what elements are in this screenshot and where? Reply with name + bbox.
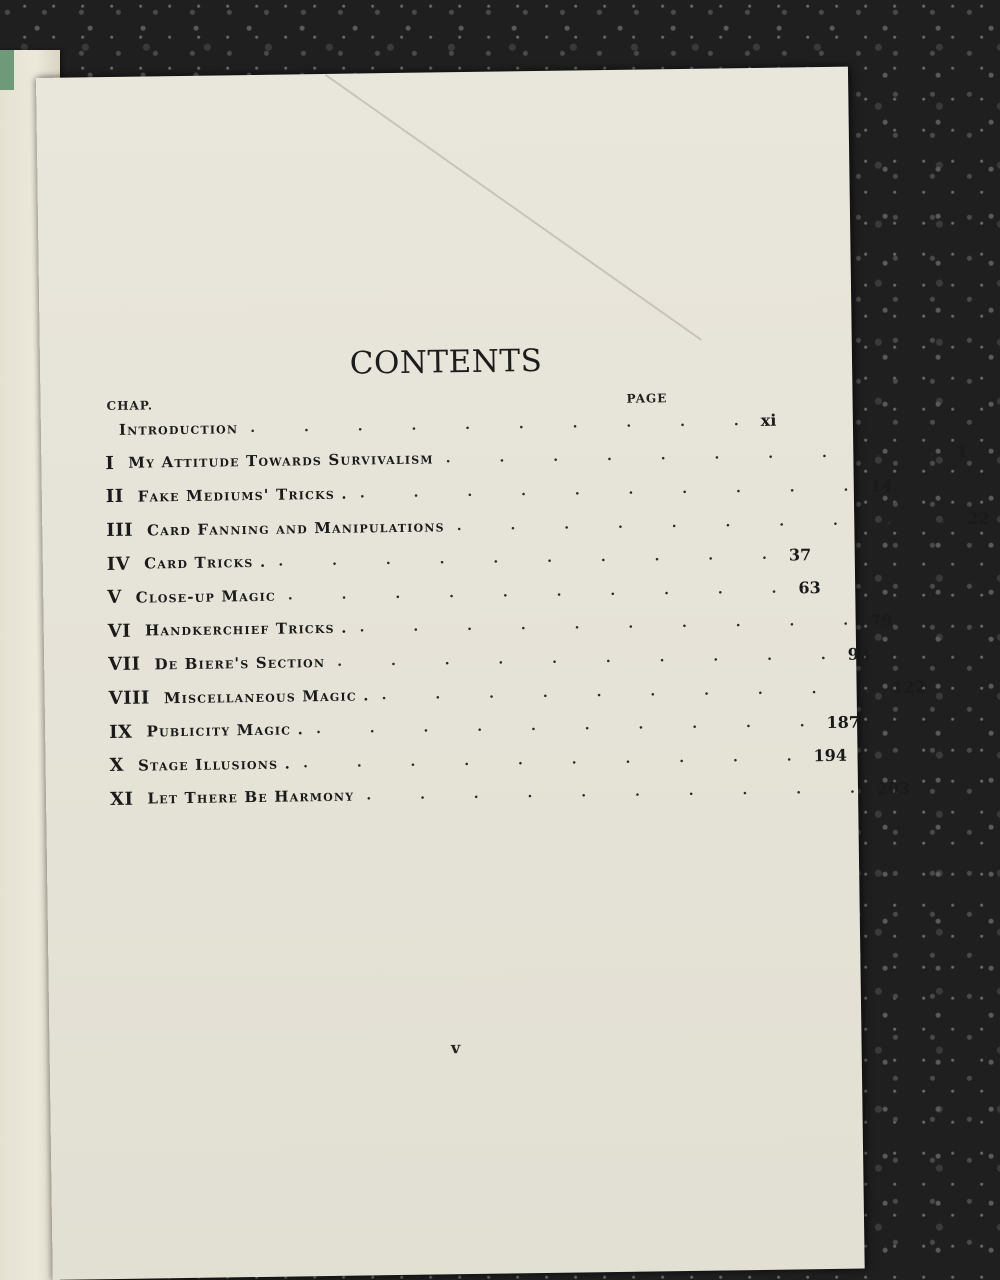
dot-leader: . . . . . . . . . . xyxy=(445,443,957,467)
dot-leader: . . . . . . . . . . xyxy=(359,478,871,502)
chapter-title: Let There Be Harmony xyxy=(147,786,355,808)
folio-page-number: v xyxy=(450,1038,461,1058)
chapter-title: Introduction xyxy=(118,419,239,439)
dot-leader: . . . . . . . . . . xyxy=(381,679,893,703)
page-number: 37 xyxy=(788,544,812,565)
page-number: 203 xyxy=(876,778,911,799)
dot-leader: . . . . . . . . . . xyxy=(359,612,871,636)
chapter-title: Miscellaneous Magic . xyxy=(163,685,370,707)
contents-heading: CONTENTS xyxy=(349,342,543,382)
chapter-number: VI xyxy=(107,620,132,642)
chapter-number: IV xyxy=(106,553,131,575)
page-column-heading: PAGE xyxy=(626,391,668,406)
chapter-number: II xyxy=(105,486,124,508)
chapter-column-heading: CHAP. xyxy=(106,398,154,414)
page-number: 122 xyxy=(892,677,926,698)
chapter-title: Card Fanning and Manipulations xyxy=(146,516,445,540)
page-number: 79 xyxy=(869,610,893,631)
page-number: 22 xyxy=(967,508,990,529)
dot-leader: . . . . . . . . . . xyxy=(456,510,968,534)
chapter-number: VIII xyxy=(108,687,151,710)
chapter-title: Close-up Magic xyxy=(135,586,276,607)
chapter-title: Publicity Magic . xyxy=(146,720,305,741)
chapter-title: Fake Mediums' Tricks . xyxy=(137,484,348,506)
chapter-title: De Biere's Section xyxy=(154,652,326,674)
page-number: 93 xyxy=(847,644,871,665)
page-number: 14 xyxy=(870,476,893,496)
dot-leader: . . . . . . . . . . xyxy=(278,546,789,570)
page-number: xi xyxy=(760,410,777,431)
dot-leader: . . . . . . . . . . xyxy=(337,646,848,670)
chapter-number: V xyxy=(107,587,122,609)
toc-entry-11 xyxy=(109,774,911,816)
dot-leader: . . . . . . . . . . xyxy=(366,780,877,804)
chapter-title: My Attitude Towards Survivalism xyxy=(128,449,434,473)
chapter-number: III xyxy=(106,519,134,542)
chapter-number: I xyxy=(105,452,115,474)
chapter-title: Stage Illusions . xyxy=(137,754,292,775)
dot-leader: . . . . . . . . . . xyxy=(315,714,827,738)
page-crease xyxy=(325,74,702,341)
page-number: 1 xyxy=(956,441,968,462)
page-number: 187 xyxy=(826,712,861,732)
chapter-title: Card Tricks . xyxy=(144,553,267,573)
dot-leader: . . . . . . . . . . xyxy=(302,747,814,772)
dot-leader: . . . . . . . . . . xyxy=(287,580,799,604)
table-of-contents xyxy=(105,405,990,816)
chapter-number: VII xyxy=(108,654,141,676)
chapter-number: IX xyxy=(108,721,133,743)
page-number: 63 xyxy=(798,578,821,598)
book-page xyxy=(36,67,990,1280)
chapter-title: Handkerchief Tricks . xyxy=(144,619,348,640)
chapter-number: X xyxy=(109,755,125,777)
chapter-number: XI xyxy=(109,788,134,810)
page-number: 194 xyxy=(813,745,848,766)
dot-leader: . . . . . . . . . . xyxy=(250,412,761,436)
